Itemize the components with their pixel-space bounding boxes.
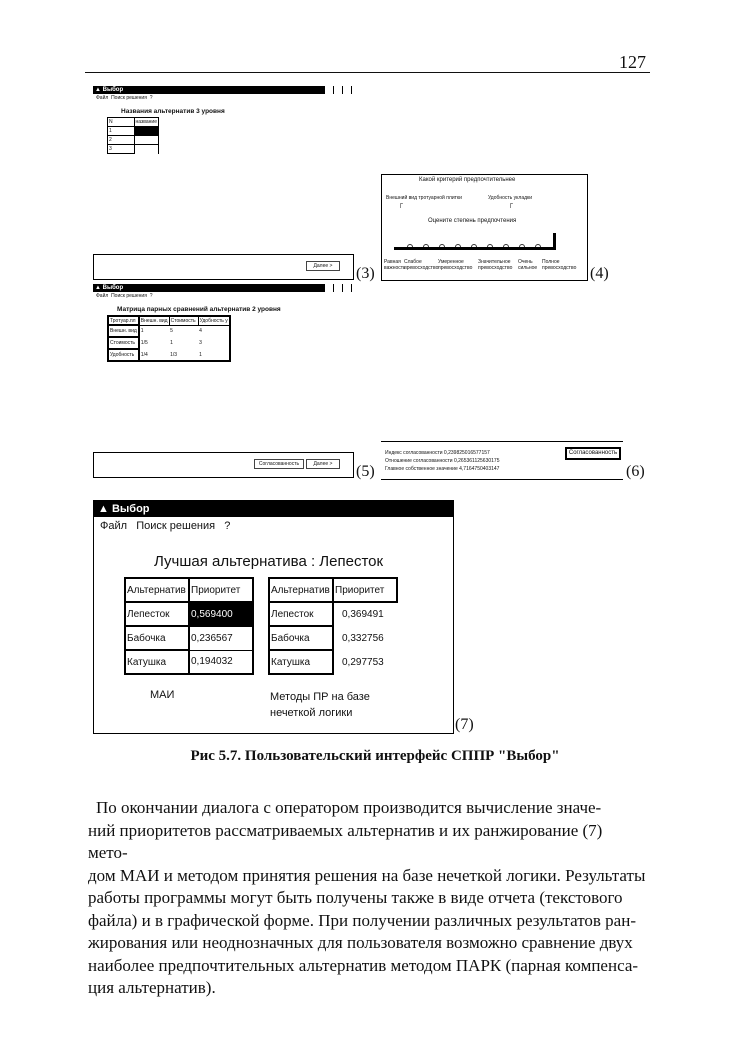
priority-value[interactable]: 0,332756 [342, 632, 384, 644]
table-header: Приоритет [333, 578, 397, 602]
consistency-button[interactable]: Согласованность [254, 459, 304, 469]
matrix-cell[interactable]: 1/3 [170, 351, 178, 358]
window5-footer [93, 452, 354, 478]
window-controls [324, 284, 351, 295]
window3-footer [93, 254, 354, 280]
fuzzy-label-line: Методы ПР на базе [270, 691, 370, 703]
paragraph-line: файла) и в графической форме. При получении различных результатов ран- [88, 910, 636, 930]
matrix-cell[interactable]: 1 [170, 340, 173, 346]
alternative-name: Бабочка [269, 626, 333, 650]
alternative-name: Лепесток [269, 602, 333, 626]
principal-eigenvalue: Главное собственное значение 4,7164750403147 [385, 466, 500, 472]
matrix-cell[interactable]: 3 [199, 340, 202, 346]
best-alternative-title: Лучшая альтернатива : Лепесток [154, 553, 384, 570]
alternative-name: Лепесток [125, 602, 189, 626]
body-paragraph [88, 797, 646, 1000]
paragraph-line: дом МАИ и методом принятия решения на базе нечеткой логики. Результаты [88, 865, 646, 885]
paragraph-line: По окончании диалога с оператором производится вычисление значе- [96, 798, 602, 817]
table-header: Альтернатив [125, 578, 189, 602]
consistency-button[interactable]: Согласованность [565, 447, 621, 460]
mai-results-table [124, 577, 254, 675]
table-cell[interactable] [134, 136, 159, 145]
checkbox-left[interactable]: ┌ [398, 201, 403, 208]
scale-slider-end [553, 233, 556, 250]
preference-radio-group [402, 237, 546, 255]
alternative-name: Катушка [269, 650, 333, 674]
matrix-cell[interactable]: 1 [199, 351, 202, 358]
alternatives-table [107, 117, 159, 154]
mai-method-label: МАИ [150, 689, 175, 701]
alternatives-heading: Названия альтернатив 3 уровня [121, 108, 225, 115]
window-titlebar [93, 284, 352, 292]
alternative-name: Катушка [125, 650, 189, 674]
menu-search-solution[interactable]: Поиск решения [136, 520, 216, 532]
scale-label: Очень сильное [518, 259, 538, 271]
page-number: 127 [619, 52, 646, 72]
menu-search-solution[interactable]: Поиск решения [111, 95, 147, 101]
priority-value[interactable]: 0,236567 [189, 626, 253, 650]
rate-label: Оцените степень предпочтения [428, 218, 517, 224]
figure-label-5: (5) [356, 463, 375, 480]
window-best-alternative [93, 500, 454, 734]
window-pairwise-matrix [93, 284, 352, 479]
scale-label: Умеренное превосходство [438, 259, 473, 271]
consistency-result-panel [381, 441, 623, 480]
menu-help[interactable]: ? [149, 293, 153, 299]
minimize-icon[interactable] [325, 86, 333, 94]
matrix-cell[interactable]: 1 [140, 328, 144, 335]
consistency-ratio: Отношение согласованности 0,265361125630175 [385, 458, 500, 464]
fuzzy-label-line: нечеткой логики [270, 707, 353, 719]
app-icon: ▲ [95, 87, 101, 93]
menu-bar [93, 292, 352, 301]
matrix-header: Стоимость [169, 316, 198, 325]
scale-label: Значительное превосходство [478, 259, 513, 271]
figure-label-4: (4) [590, 265, 609, 282]
next-button[interactable]: Далее > [306, 459, 340, 469]
scale-label: Полное превосходство [542, 259, 577, 271]
matrix-row-header: Стоимость [108, 337, 139, 349]
criterion-left: Внешний вид тротуарной плитки [386, 195, 462, 201]
table-cell-selected[interactable] [134, 127, 159, 136]
table-cell[interactable] [134, 145, 159, 154]
fuzzy-results-table [268, 577, 398, 675]
checkbox-right[interactable]: ┌ [508, 201, 513, 208]
app-icon: ▲ [98, 503, 109, 515]
matrix-row-header: Удобность [108, 349, 139, 361]
matrix-header: Внешн. вид [140, 317, 168, 324]
table-cell: 3 [108, 145, 135, 154]
table-header: название [135, 119, 157, 125]
table-header: Альтернатив [269, 578, 333, 602]
table-cell: 2 [108, 136, 135, 145]
window-title: Выбор [102, 285, 124, 291]
matrix-heading: Матрица парных сравнений альтернатив 2 уровня [117, 306, 281, 313]
table-cell: 1 [108, 127, 135, 136]
priority-value[interactable]: 0,194032 [189, 650, 253, 674]
priority-value-selected[interactable]: 0,569400 [189, 602, 253, 626]
figure-caption: Рис 5.7. Пользовательский интерфейс СППР "Выбор" [190, 748, 560, 764]
matrix-row-header: Внешн. вид [108, 325, 139, 337]
menu-bar [94, 517, 453, 535]
menu-bar [93, 94, 352, 103]
menu-file[interactable]: Файл [100, 520, 128, 532]
scale-label: Равная важность [384, 259, 406, 271]
matrix-header: Удобность у [199, 317, 228, 324]
window-alternatives-level3 [93, 86, 352, 279]
scale-slider-track[interactable] [394, 247, 554, 250]
figure-label-6: (6) [626, 463, 645, 480]
maximize-icon[interactable] [334, 284, 342, 292]
matrix-header: Тротуар.пл [108, 316, 139, 325]
close-icon[interactable] [343, 86, 351, 94]
paragraph-line: работы программы могут быть получены также в виде отчета (текстового [88, 888, 623, 907]
criterion-right: Удобность укладки [488, 195, 533, 201]
app-icon: ▲ [95, 285, 101, 291]
matrix-cell[interactable]: 1/5 [140, 340, 148, 346]
table-header: Приоритет [189, 578, 253, 602]
priority-value[interactable]: 0,297753 [342, 656, 384, 668]
next-button[interactable]: Далее > [306, 261, 340, 271]
matrix-cell[interactable]: 1/4 [140, 351, 148, 358]
paragraph-line: ний приоритетов рассматриваемых альтернатив и их ранжирование (7) мето- [88, 820, 603, 862]
alternative-name: Бабочка [125, 626, 189, 650]
window-titlebar [93, 86, 352, 94]
criteria-question: Какой критерий предпочтительнее [419, 177, 516, 183]
fuzzy-method-label [270, 689, 370, 721]
matrix-cell[interactable]: 5 [170, 328, 173, 335]
menu-file[interactable]: Файл [96, 95, 109, 101]
close-icon[interactable] [343, 284, 351, 292]
menu-help[interactable]: ? [149, 95, 153, 101]
menu-help[interactable]: ? [224, 520, 231, 532]
maximize-icon[interactable] [334, 86, 342, 94]
paragraph-line: жирования или неоднозначных для пользователя возможно сравнение двух [88, 933, 633, 952]
window-titlebar [94, 501, 453, 517]
paragraph-line: наиболее предпочтительных альтернатив методом ПАРК (парная компенса- [88, 955, 639, 975]
figure-label-7: (7) [455, 716, 474, 733]
window-criteria-compare [381, 174, 588, 281]
window-title: Выбор [111, 503, 150, 515]
menu-file[interactable]: Файл [96, 293, 109, 299]
consistency-index: Индекс согласованности 0,239825016577157 [385, 450, 490, 456]
priority-value[interactable]: 0,369491 [342, 609, 384, 620]
window-title: Выбор [102, 87, 124, 93]
minimize-icon[interactable] [325, 284, 333, 292]
pairwise-matrix-table [107, 315, 231, 362]
figure-label-3: (3) [356, 265, 375, 282]
menu-search-solution[interactable]: Поиск решения [111, 293, 147, 299]
header-rule [85, 72, 650, 73]
table-header: N [108, 118, 135, 127]
window-controls [324, 86, 351, 97]
paragraph-line: ция альтернатив). [88, 978, 216, 997]
scale-label: Слабое превосходство [404, 259, 439, 271]
matrix-cell[interactable]: 4 [199, 328, 202, 335]
